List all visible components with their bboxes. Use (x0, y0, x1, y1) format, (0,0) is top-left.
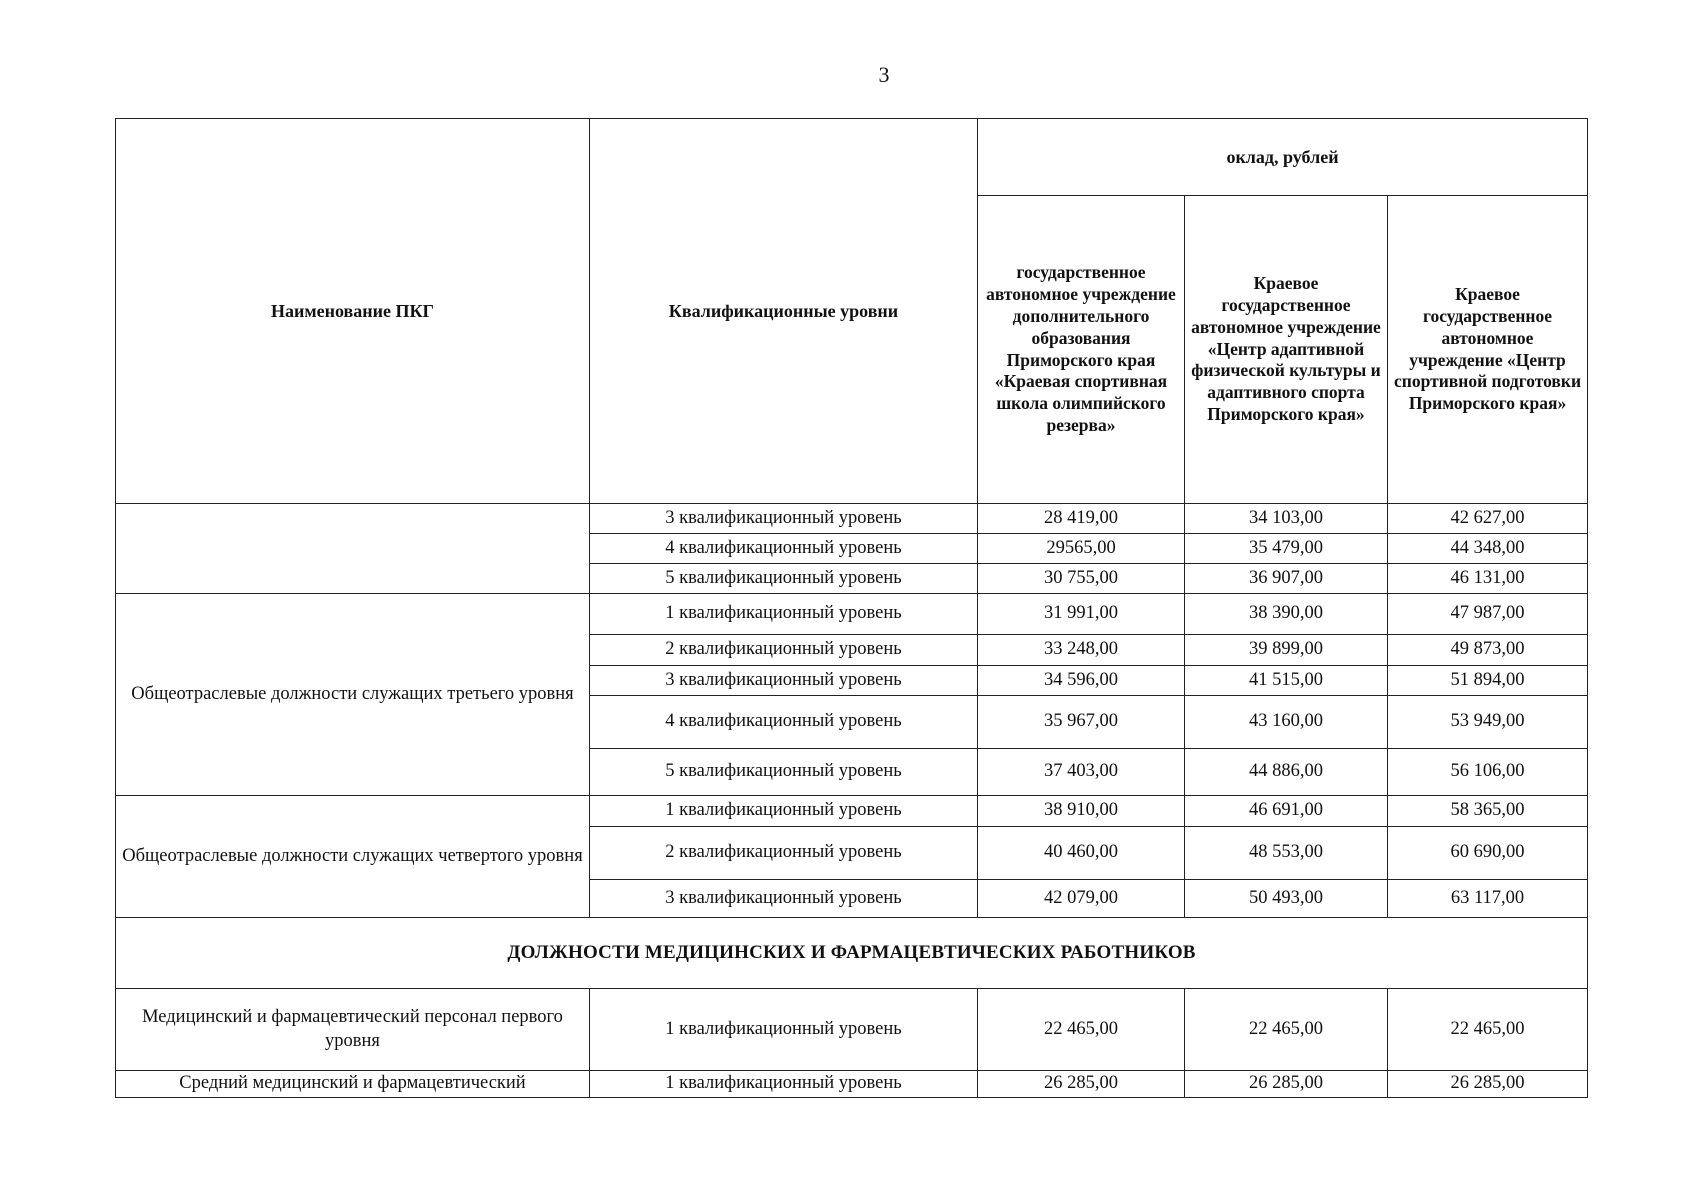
salary-value-1: 34 596,00 (978, 666, 1185, 696)
salary-value-3: 56 106,00 (1388, 749, 1588, 796)
salary-value-1: 42 079,00 (978, 880, 1185, 918)
salary-value-2: 35 479,00 (1185, 534, 1388, 564)
salary-value-3: 53 949,00 (1388, 696, 1588, 749)
table-row (116, 594, 1588, 635)
section-title: ДОЛЖНОСТИ МЕДИЦИНСКИХ И ФАРМАЦЕВТИЧЕСКИХ РАБОТНИКОВ (116, 918, 1588, 989)
salary-value-1: 33 248,00 (978, 635, 1185, 666)
salary-value-2: 34 103,00 (1185, 504, 1388, 534)
qualification-level: 2 квалификационный уровень (590, 827, 978, 880)
salary-value-3: 42 627,00 (1388, 504, 1588, 534)
qualification-level: 3 квалификационный уровень (590, 880, 978, 918)
section-title-row (116, 918, 1588, 989)
header-institution-2: Краевое государственное автономное учреждение «Центр адаптивной физической культуры и адаптивного спорта Приморского края» (1185, 196, 1388, 504)
salary-value-1: 28 419,00 (978, 504, 1185, 534)
table-row (116, 504, 1588, 534)
salary-value-1: 26 285,00 (978, 1071, 1185, 1098)
qualification-level: 1 квалификационный уровень (590, 796, 978, 827)
qualification-level: 4 квалификационный уровень (590, 696, 978, 749)
page-number: 3 (878, 62, 890, 87)
salary-value-3: 26 285,00 (1388, 1071, 1588, 1098)
salary-value-1: 30 755,00 (978, 564, 1185, 594)
header-institution-3: Краевое государственное автономное учреждение «Центр спортивной подготовки Приморского края» (1388, 196, 1588, 504)
salary-value-3: 51 894,00 (1388, 666, 1588, 696)
salary-value-3: 47 987,00 (1388, 594, 1588, 635)
header-salary-group: оклад, рублей (978, 119, 1588, 196)
table-row (116, 989, 1588, 1071)
group-name: Общеотраслевые должности служащих четвертого уровня (116, 796, 590, 918)
salary-value-3: 49 873,00 (1388, 635, 1588, 666)
qualification-level: 5 квалификационный уровень (590, 564, 978, 594)
group-name (116, 504, 590, 594)
salary-value-2: 38 390,00 (1185, 594, 1388, 635)
salary-value-3: 58 365,00 (1388, 796, 1588, 827)
salary-value-2: 36 907,00 (1185, 564, 1388, 594)
salary-value-3: 63 117,00 (1388, 880, 1588, 918)
qualification-level: 1 квалификационный уровень (590, 1071, 978, 1098)
salary-value-2: 44 886,00 (1185, 749, 1388, 796)
group-name: Средний медицинский и фармацевтический (116, 1071, 590, 1098)
header-pkg-name: Наименование ПКГ (116, 119, 590, 504)
group-name: Медицинский и фармацевтический персонал первого уровня (116, 989, 590, 1071)
salary-value-2: 46 691,00 (1185, 796, 1388, 827)
salary-value-2: 43 160,00 (1185, 696, 1388, 749)
salary-value-2: 50 493,00 (1185, 880, 1388, 918)
header-institution-1: государственное автономное учреждение дополнительного образования Приморского края «Краевая спортивная школа олимпийского резерва» (978, 196, 1185, 504)
header-qualification-levels: Квалификационные уровни (590, 119, 978, 504)
table-row (116, 1071, 1588, 1098)
qualification-level: 3 квалификационный уровень (590, 666, 978, 696)
qualification-level: 1 квалификационный уровень (590, 594, 978, 635)
salary-value-2: 22 465,00 (1185, 989, 1388, 1071)
salary-value-1: 38 910,00 (978, 796, 1185, 827)
qualification-level: 5 квалификационный уровень (590, 749, 978, 796)
salary-value-2: 39 899,00 (1185, 635, 1388, 666)
qualification-level: 4 квалификационный уровень (590, 534, 978, 564)
salary-value-2: 26 285,00 (1185, 1071, 1388, 1098)
salary-value-1: 40 460,00 (978, 827, 1185, 880)
salary-value-1: 29565,00 (978, 534, 1185, 564)
qualification-level: 3 квалификационный уровень (590, 504, 978, 534)
group-name: Общеотраслевые должности служащих третьего уровня (116, 594, 590, 796)
salary-value-3: 22 465,00 (1388, 989, 1588, 1071)
qualification-level: 2 квалификационный уровень (590, 635, 978, 666)
salary-value-1: 35 967,00 (978, 696, 1185, 749)
salary-value-1: 37 403,00 (978, 749, 1185, 796)
salary-value-2: 41 515,00 (1185, 666, 1388, 696)
salary-value-1: 31 991,00 (978, 594, 1185, 635)
salary-value-3: 44 348,00 (1388, 534, 1588, 564)
salary-table (115, 118, 1588, 1098)
table-row (116, 796, 1588, 827)
qualification-level: 1 квалификационный уровень (590, 989, 978, 1071)
salary-value-1: 22 465,00 (978, 989, 1185, 1071)
salary-value-3: 60 690,00 (1388, 827, 1588, 880)
salary-value-2: 48 553,00 (1185, 827, 1388, 880)
salary-value-3: 46 131,00 (1388, 564, 1588, 594)
